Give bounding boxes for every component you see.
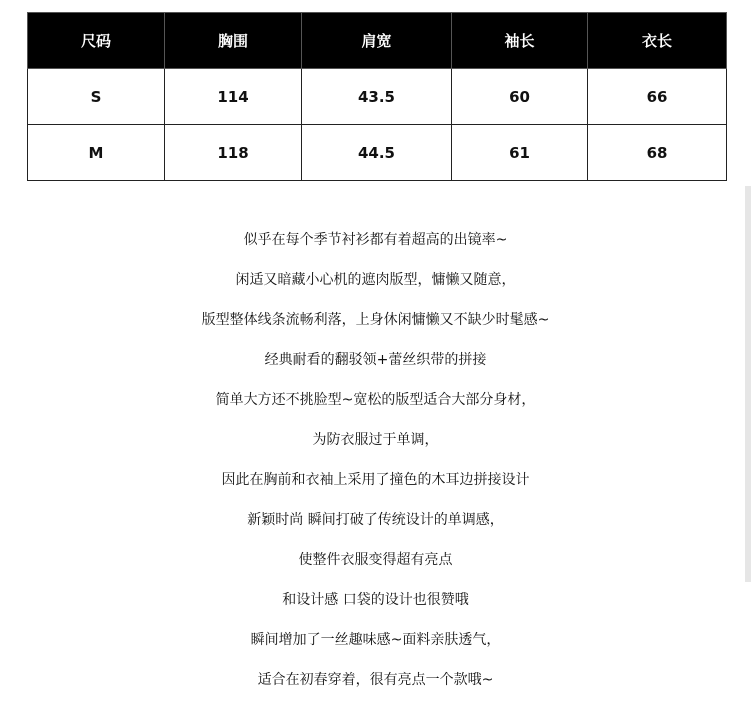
description-line: 闲适又暗藏小心机的遮肉版型，慵懒又随意， [235, 272, 516, 288]
cell-size: M [28, 125, 165, 181]
description-line: 版型整体线条流畅利落，上身休闲慵懒又不缺少时髦感~ [201, 312, 550, 328]
size-chart-header [28, 13, 727, 69]
description-line: 瞬间增加了一丝趣味感~面料亲肤透气， [250, 632, 501, 648]
table-row [28, 69, 727, 125]
cell-size: S [28, 69, 165, 125]
header-chest: 胸围 [165, 13, 302, 69]
size-chart-body [28, 69, 727, 181]
cell-shoulder: 44.5 [302, 125, 452, 181]
cell-chest: 114 [165, 69, 302, 125]
description-line: 简单大方还不挑脸型~宽松的版型适合大部分身材， [215, 392, 536, 408]
header-shoulder: 肩宽 [302, 13, 452, 69]
table-row [28, 125, 727, 181]
scrollbar-track[interactable] [745, 186, 751, 582]
description-line: 新颖时尚 瞬间打破了传统设计的单调感， [247, 512, 504, 528]
description-line: 适合在初春穿着，很有亮点一个款哦~ [257, 672, 494, 688]
product-description [0, 228, 751, 708]
description-line: 使整件衣服变得超有亮点 [298, 552, 453, 568]
header-length: 衣长 [588, 13, 727, 69]
description-line: 为防衣服过于单调， [312, 432, 439, 448]
cell-sleeve: 60 [452, 69, 588, 125]
header-sleeve: 袖长 [452, 13, 588, 69]
description-line: 和设计感 口袋的设计也很赞哦 [282, 592, 469, 608]
size-chart-table [27, 12, 727, 181]
header-row [28, 13, 727, 69]
cell-length: 68 [588, 125, 727, 181]
description-line: 因此在胸前和衣袖上采用了撞色的木耳边拼接设计 [221, 472, 530, 488]
cell-chest: 118 [165, 125, 302, 181]
description-line: 似乎在每个季节衬衫都有着超高的出镜率~ [243, 232, 508, 248]
cell-sleeve: 61 [452, 125, 588, 181]
header-size: 尺码 [28, 13, 165, 69]
description-line: 经典耐看的翻驳领+蕾丝织带的拼接 [264, 352, 487, 368]
cell-shoulder: 43.5 [302, 69, 452, 125]
cell-length: 66 [588, 69, 727, 125]
